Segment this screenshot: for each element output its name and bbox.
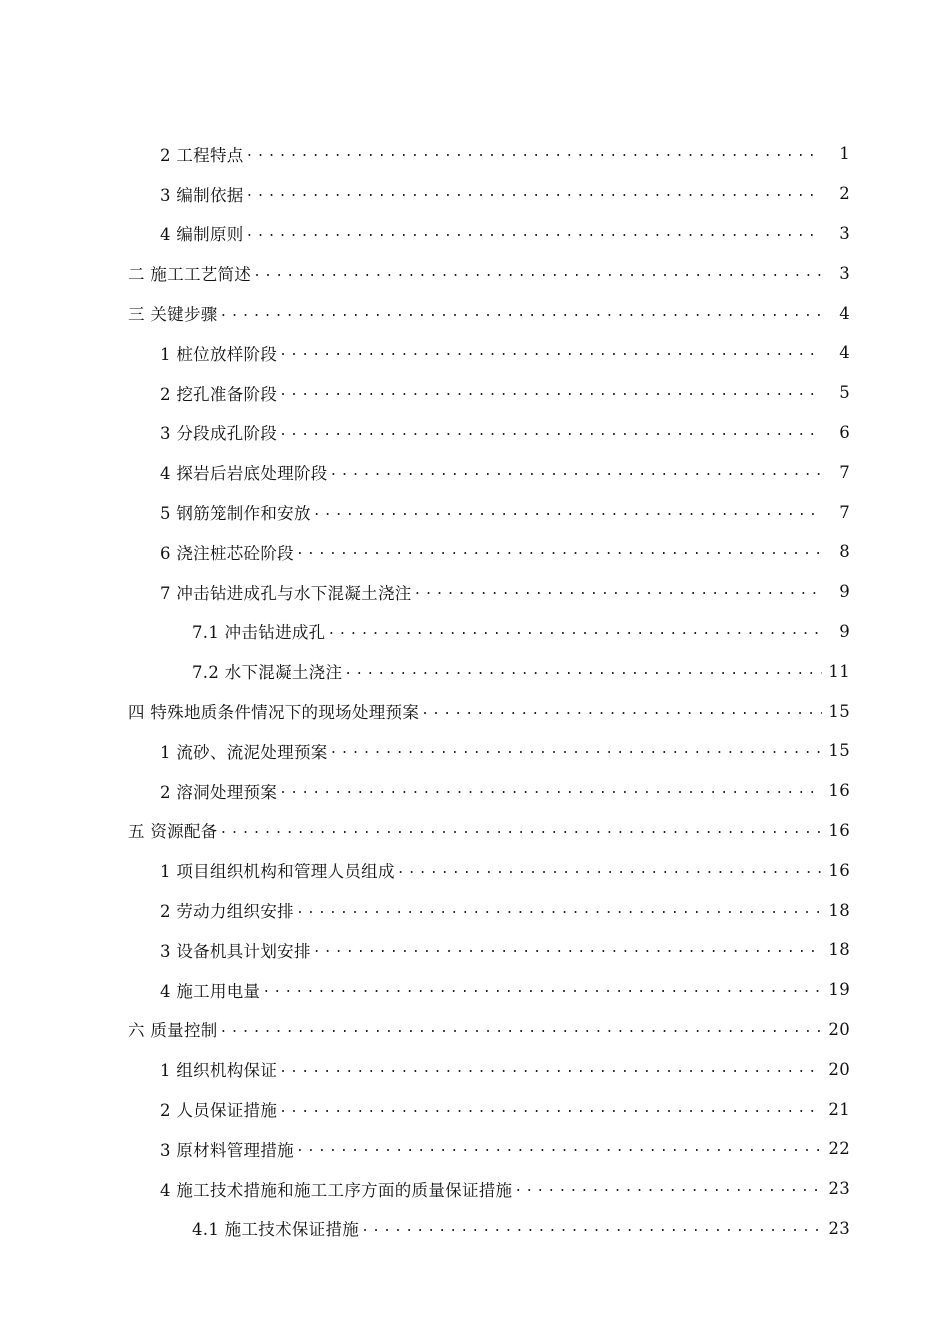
toc-entry[interactable] bbox=[0, 413, 950, 453]
toc-entry-title: 2 工程特点 bbox=[160, 145, 244, 165]
toc-entry-title: 7 冲击钻进成孔与水下混凝土浇注 bbox=[160, 583, 412, 603]
toc-entry[interactable] bbox=[0, 771, 950, 811]
dot-leader bbox=[220, 1021, 822, 1036]
toc-entry[interactable] bbox=[0, 532, 950, 572]
dot-leader bbox=[313, 941, 822, 956]
toc-entry[interactable] bbox=[0, 850, 950, 890]
toc-entry-title: 7.2 水下混凝土浇注 bbox=[192, 663, 343, 683]
dot-leader bbox=[279, 384, 822, 399]
toc-entry[interactable] bbox=[0, 691, 950, 731]
toc-entry[interactable] bbox=[0, 253, 950, 293]
toc-entry[interactable] bbox=[0, 174, 950, 214]
dot-leader bbox=[414, 583, 822, 598]
toc-entry-title: 六 质量控制 bbox=[128, 1021, 218, 1041]
toc-entry-page-number: 4 bbox=[839, 303, 850, 323]
dot-leader bbox=[328, 623, 823, 638]
dot-leader bbox=[220, 822, 822, 837]
dot-leader bbox=[330, 464, 822, 479]
dot-leader bbox=[279, 1101, 822, 1116]
toc-entry[interactable] bbox=[0, 333, 950, 373]
toc-entry-title: 2 劳动力组织安排 bbox=[160, 902, 294, 922]
toc-entry-page-number: 1 bbox=[839, 144, 850, 164]
toc-entry-page-number: 22 bbox=[828, 1139, 850, 1159]
toc-entry-page-number: 18 bbox=[828, 940, 850, 960]
toc-entry-page-number: 9 bbox=[839, 582, 850, 602]
toc-entry[interactable] bbox=[0, 970, 950, 1010]
dot-leader bbox=[296, 1140, 822, 1155]
toc-entry[interactable] bbox=[0, 1049, 950, 1089]
toc-entry-page-number: 20 bbox=[828, 1059, 850, 1079]
toc-entry[interactable] bbox=[0, 373, 950, 413]
toc-entry[interactable] bbox=[0, 1209, 950, 1249]
toc-entry[interactable] bbox=[0, 134, 950, 174]
toc-entry-title: 三 关键步骤 bbox=[128, 305, 218, 325]
dot-leader bbox=[262, 981, 822, 996]
toc-entry-title: 四 特殊地质条件情况下的现场处理预案 bbox=[128, 703, 420, 723]
toc-entry-page-number: 5 bbox=[839, 383, 850, 403]
dot-leader bbox=[361, 1220, 822, 1235]
toc-entry[interactable] bbox=[0, 1089, 950, 1129]
toc-entry-title: 7.1 冲击钻进成孔 bbox=[192, 623, 326, 643]
toc-entry-page-number: 15 bbox=[828, 741, 850, 761]
toc-entry-page-number: 15 bbox=[828, 701, 850, 721]
toc-entry-title: 五 资源配备 bbox=[128, 822, 218, 842]
dot-leader bbox=[246, 145, 822, 160]
toc-entry-page-number: 3 bbox=[839, 223, 850, 243]
toc-entry-title: 4 编制原则 bbox=[160, 225, 244, 245]
toc-entry-title: 3 分段成孔阶段 bbox=[160, 424, 278, 444]
toc-entry-title: 4.1 施工技术保证措施 bbox=[192, 1220, 360, 1240]
table-of-contents bbox=[0, 134, 950, 1248]
dot-leader bbox=[279, 1061, 822, 1076]
toc-entry-page-number: 7 bbox=[839, 502, 850, 522]
toc-entry-page-number: 16 bbox=[828, 820, 850, 840]
toc-entry-page-number: 23 bbox=[828, 1179, 850, 1199]
toc-entry-title: 2 挖孔准备阶段 bbox=[160, 384, 278, 404]
dot-leader bbox=[344, 663, 822, 678]
toc-entry-page-number: 2 bbox=[839, 184, 850, 204]
toc-entry[interactable] bbox=[0, 1129, 950, 1169]
toc-entry[interactable] bbox=[0, 293, 950, 333]
toc-entry[interactable] bbox=[0, 492, 950, 532]
toc-entry[interactable] bbox=[0, 811, 950, 851]
toc-entry[interactable] bbox=[0, 890, 950, 930]
toc-entry-title: 2 溶洞处理预案 bbox=[160, 782, 278, 802]
toc-entry-title: 4 施工技术措施和施工工序方面的质量保证措施 bbox=[160, 1180, 513, 1200]
toc-entry-page-number: 7 bbox=[839, 462, 850, 482]
toc-entry[interactable] bbox=[0, 1010, 950, 1050]
dot-leader bbox=[279, 424, 822, 439]
toc-entry[interactable] bbox=[0, 930, 950, 970]
toc-entry[interactable] bbox=[0, 1169, 950, 1209]
toc-entry-page-number: 9 bbox=[839, 621, 850, 641]
dot-leader bbox=[296, 902, 822, 917]
toc-entry-title: 3 编制依据 bbox=[160, 185, 244, 205]
toc-entry-title: 1 组织机构保证 bbox=[160, 1061, 278, 1081]
dot-leader bbox=[514, 1180, 822, 1195]
toc-entry-title: 二 施工工艺简述 bbox=[128, 265, 252, 285]
toc-entry-page-number: 3 bbox=[839, 263, 850, 283]
toc-entry[interactable] bbox=[0, 452, 950, 492]
toc-entry-page-number: 8 bbox=[839, 542, 850, 562]
toc-entry-page-number: 11 bbox=[828, 661, 850, 681]
dot-leader bbox=[246, 185, 822, 200]
toc-entry-title: 2 人员保证措施 bbox=[160, 1101, 278, 1121]
dot-leader bbox=[296, 543, 822, 558]
dot-leader bbox=[279, 344, 822, 359]
toc-entry[interactable] bbox=[0, 214, 950, 254]
dot-leader bbox=[279, 782, 822, 797]
toc-entry-page-number: 18 bbox=[828, 900, 850, 920]
toc-entry-title: 1 桩位放样阶段 bbox=[160, 344, 278, 364]
toc-entry-page-number: 23 bbox=[828, 1218, 850, 1238]
toc-entry-title: 3 设备机具计划安排 bbox=[160, 941, 311, 961]
toc-entry-page-number: 4 bbox=[839, 343, 850, 363]
dot-leader bbox=[246, 225, 822, 240]
dot-leader bbox=[220, 305, 822, 320]
toc-entry-title: 4 施工用电量 bbox=[160, 981, 261, 1001]
toc-entry[interactable] bbox=[0, 612, 950, 652]
toc-entry[interactable] bbox=[0, 651, 950, 691]
toc-entry[interactable] bbox=[0, 572, 950, 612]
toc-entry-title: 1 流砂、流泥处理预案 bbox=[160, 742, 328, 762]
toc-entry-page-number: 19 bbox=[828, 980, 850, 1000]
toc-entry-title: 3 原材料管理措施 bbox=[160, 1140, 294, 1160]
toc-entry-title: 6 浇注桩芯砼阶段 bbox=[160, 543, 294, 563]
dot-leader bbox=[253, 265, 822, 280]
dot-leader bbox=[397, 862, 822, 877]
toc-entry[interactable] bbox=[0, 731, 950, 771]
dot-leader bbox=[421, 703, 822, 718]
toc-entry-title: 5 钢筋笼制作和安放 bbox=[160, 504, 311, 524]
toc-entry-title: 4 探岩后岩底处理阶段 bbox=[160, 464, 328, 484]
toc-entry-page-number: 6 bbox=[839, 422, 850, 442]
dot-leader bbox=[330, 742, 822, 757]
toc-entry-page-number: 21 bbox=[828, 1099, 850, 1119]
toc-entry-page-number: 16 bbox=[828, 860, 850, 880]
dot-leader bbox=[313, 504, 822, 519]
toc-entry-page-number: 16 bbox=[828, 781, 850, 801]
toc-entry-page-number: 20 bbox=[828, 1019, 850, 1039]
toc-entry-title: 1 项目组织机构和管理人员组成 bbox=[160, 862, 395, 882]
